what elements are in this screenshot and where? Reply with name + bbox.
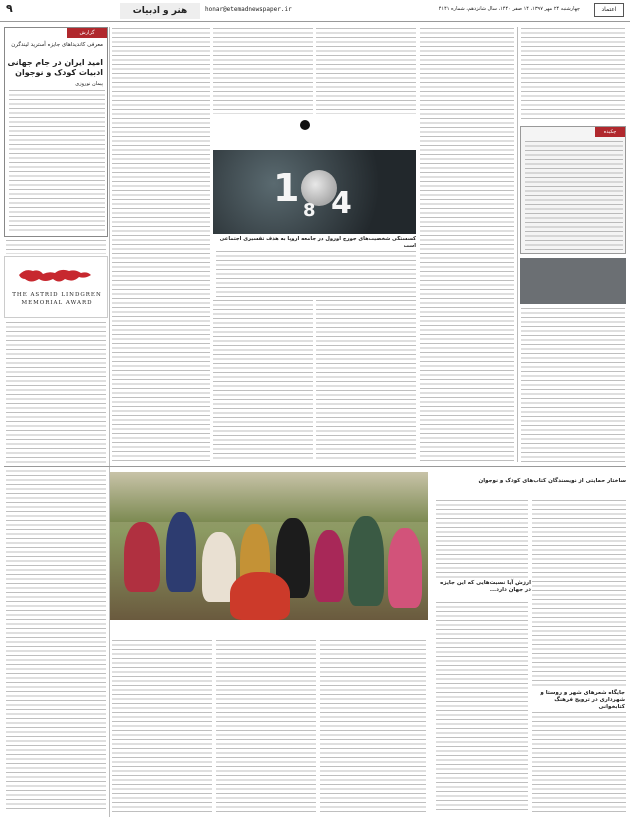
page-header	[0, 0, 630, 22]
article-text	[521, 308, 625, 462]
article-text	[216, 640, 316, 812]
article-text	[436, 602, 528, 812]
report-tag: گزارش	[67, 28, 107, 38]
numeral-4: 4	[331, 186, 352, 221]
pin-icon	[300, 120, 310, 130]
article-text	[320, 640, 426, 812]
article-text	[6, 322, 106, 812]
article-text	[112, 28, 210, 462]
article-author: پیمان نوروزی	[75, 81, 103, 87]
article-text	[6, 240, 106, 254]
section-email: honar@etemadnewspaper.ir	[205, 6, 292, 13]
article-title: امید ایران در جام جهانی ادبیات کودک و نوجوان	[7, 58, 103, 77]
article-text	[316, 28, 416, 114]
abstract-tag: چکیده	[595, 127, 625, 137]
photo-caption-bottom	[110, 622, 428, 634]
numeral-8: 8	[303, 200, 316, 221]
abstract-box	[520, 126, 626, 254]
article-text	[316, 300, 416, 462]
dateline: چهارشنبه ۲۴ مهر ۱۳۹۷، ۱۴ صفر ۱۴۴۰، سال شانزدهم، شماره ۴۱۴۱	[438, 6, 580, 12]
award-caption: THE ASTRID LINDGREN MEMORIAL AWARD	[12, 292, 102, 306]
article-text	[213, 300, 313, 462]
question-heading: ارزش آیا نسبت‌هایی که این جایزه در جهان دارد...	[440, 580, 531, 593]
astrid-lindgren-award-logo	[4, 256, 108, 318]
page-number: ۹	[6, 2, 13, 15]
world-map-icon	[15, 265, 95, 287]
article-box-left	[4, 27, 108, 237]
article-text	[213, 28, 313, 114]
column-rule	[109, 27, 110, 817]
photo-caption: کسستگی شخصیت‌های جورج اورول در جامعه اروپا به هدف تفسیری اجتماعی است	[213, 236, 416, 298]
article-kicker: معرفی کاندیداهای جایزه آسترید لیندگرن	[11, 42, 103, 48]
section-title: هنر و ادبیات	[120, 3, 200, 19]
column-rule	[517, 27, 518, 462]
children-reading-photo	[110, 472, 428, 620]
article-text	[521, 28, 625, 122]
article-text	[112, 640, 212, 812]
newspaper-logo: اعتماد	[594, 3, 624, 17]
article-text	[532, 712, 626, 812]
article-text	[420, 28, 514, 462]
article-text	[436, 500, 528, 578]
question-heading: جایگاه شعرهای شهر و روستا و شهرداری در ترویج فرهنگ کتابخوانی	[540, 690, 625, 710]
bottom-headline: ساختار حمایتی از نویسندگان کتاب‌های کودک و نوجوان	[478, 478, 626, 484]
book-cover-photo	[213, 150, 416, 234]
numeral-1: 1	[273, 166, 300, 210]
section-divider	[4, 466, 626, 467]
author-photo	[520, 258, 626, 304]
article-text	[9, 90, 105, 234]
article-text	[532, 500, 626, 686]
